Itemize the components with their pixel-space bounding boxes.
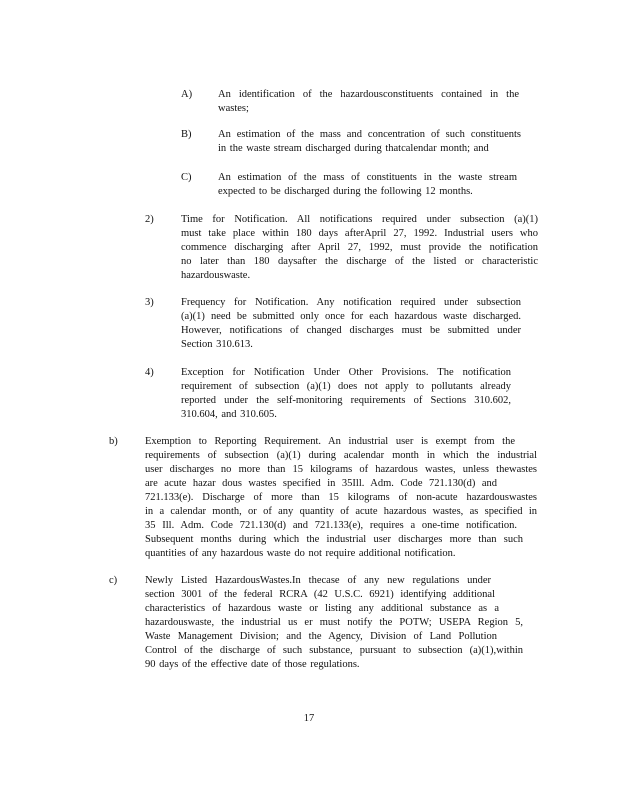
item-2-time-for-notification: [145, 213, 540, 283]
item-a-upper: [181, 88, 521, 116]
text-line: Subsequent months during which the industrial user discharges more than such: [145, 534, 523, 545]
item-b-exemption-to-reporting: [109, 435, 539, 561]
text-line: (a)(1) need be submitted only once for each hazardous waste discharged.: [181, 311, 521, 322]
item-4-exception-for-notification: [145, 366, 515, 422]
text-line: wastes;: [218, 103, 249, 114]
text-line: must take place within 180 days afterApril 27, 1992. Industrial users who: [181, 228, 538, 239]
text-line: Control of the discharge of such substance, pursuant to subsection (a)(1),within: [145, 645, 523, 656]
item-label: c): [109, 575, 118, 586]
text-line: However, notifications of changed discharges must be submitted under: [181, 325, 521, 336]
text-line: commence discharging after April 27, 1992, must provide the notification: [181, 242, 538, 253]
item-label: 3): [145, 297, 154, 308]
text-line: An estimation of the mass of constituents in the waste stream: [218, 172, 517, 183]
item-c-newly-listed-hazardous-wastes: [109, 574, 529, 672]
item-body: [145, 435, 537, 561]
item-label: B): [181, 129, 192, 140]
text-line: An estimation of the mass and concentration of such constituents: [218, 129, 521, 140]
item-label: A): [181, 89, 193, 100]
text-line: quantities of any hazardous waste do not require additional notification.: [145, 548, 456, 559]
text-line: Exception for Notification Under Other Provisions. The notification: [181, 367, 511, 378]
text-line: hazardouswaste.: [181, 270, 251, 281]
text-line: Waste Management Division; and the Agency, Division of Land Pollution: [145, 631, 497, 642]
text-line: expected to be discharged during the following 12 months.: [218, 186, 473, 197]
item-label: 2): [145, 214, 154, 225]
text-line: characteristics of hazardous waste or listing any additional substance as a: [145, 603, 499, 614]
item-body: [145, 574, 523, 672]
item-body: [218, 88, 519, 116]
text-line: user discharges no more than 15 kilograms of hazardous wastes, unless thewastes: [145, 464, 537, 475]
item-3-frequency-for-notification: [145, 296, 525, 352]
item-body: [181, 213, 538, 283]
item-c-upper: [181, 171, 521, 199]
text-line: Frequency for Notification. Any notification required under subsection: [181, 297, 521, 308]
text-line: Newly Listed HazardousWastes.In thecase of any new regulations under: [145, 575, 491, 586]
text-line: requirement of subsection (a)(1) does not apply to pollutants already: [181, 381, 511, 392]
text-line: section 3001 of the federal RCRA (42 U.S.C. 6921) identifying additional: [145, 589, 495, 600]
item-b-upper: [181, 128, 521, 156]
item-body: [181, 366, 511, 422]
text-line: 310.604, and 310.605.: [181, 409, 277, 420]
text-line: 721.133(e). Discharge of more than 15 kilograms of non-acute hazardouswastes: [145, 492, 537, 503]
item-body: [218, 128, 521, 156]
text-line: 90 days of the effective date of those regulations.: [145, 659, 360, 670]
text-line: 35 Ill. Adm. Code 721.130(d) and 721.133(e), requires a one-time notification.: [145, 520, 517, 531]
text-line: An identification of the hazardousconstituents contained in the: [218, 89, 519, 100]
text-line: Section 310.613.: [181, 339, 253, 350]
text-line: Exemption to Reporting Requirement. An industrial user is exempt from the: [145, 436, 515, 447]
item-label: 4): [145, 367, 154, 378]
text-line: are acute hazar dous wastes specified in 35Ill. Adm. Code 721.130(d) and: [145, 478, 497, 489]
item-label: b): [109, 436, 118, 447]
item-label: C): [181, 172, 192, 183]
item-body: [218, 171, 517, 199]
item-body: [181, 296, 521, 352]
text-line: no later than 180 daysafter the discharge of the listed or characteristic: [181, 256, 538, 267]
text-line: hazardouswaste, the industrial us er must notify the POTW; USEPA Region 5,: [145, 617, 523, 628]
text-line: Time for Notification. All notifications required under subsection (a)(1): [181, 214, 538, 225]
page-number: 17: [303, 713, 315, 724]
text-line: in the waste stream discharged during thatcalendar month; and: [218, 143, 489, 154]
text-line: requirements of subsection (a)(1) during acalendar month in which the industrial: [145, 450, 537, 461]
text-line: in a calendar month, or of any quantity of acute hazardous wastes, as specified in: [145, 506, 537, 517]
text-line: reported under the self-monitoring requirements of Sections 310.602,: [181, 395, 511, 406]
